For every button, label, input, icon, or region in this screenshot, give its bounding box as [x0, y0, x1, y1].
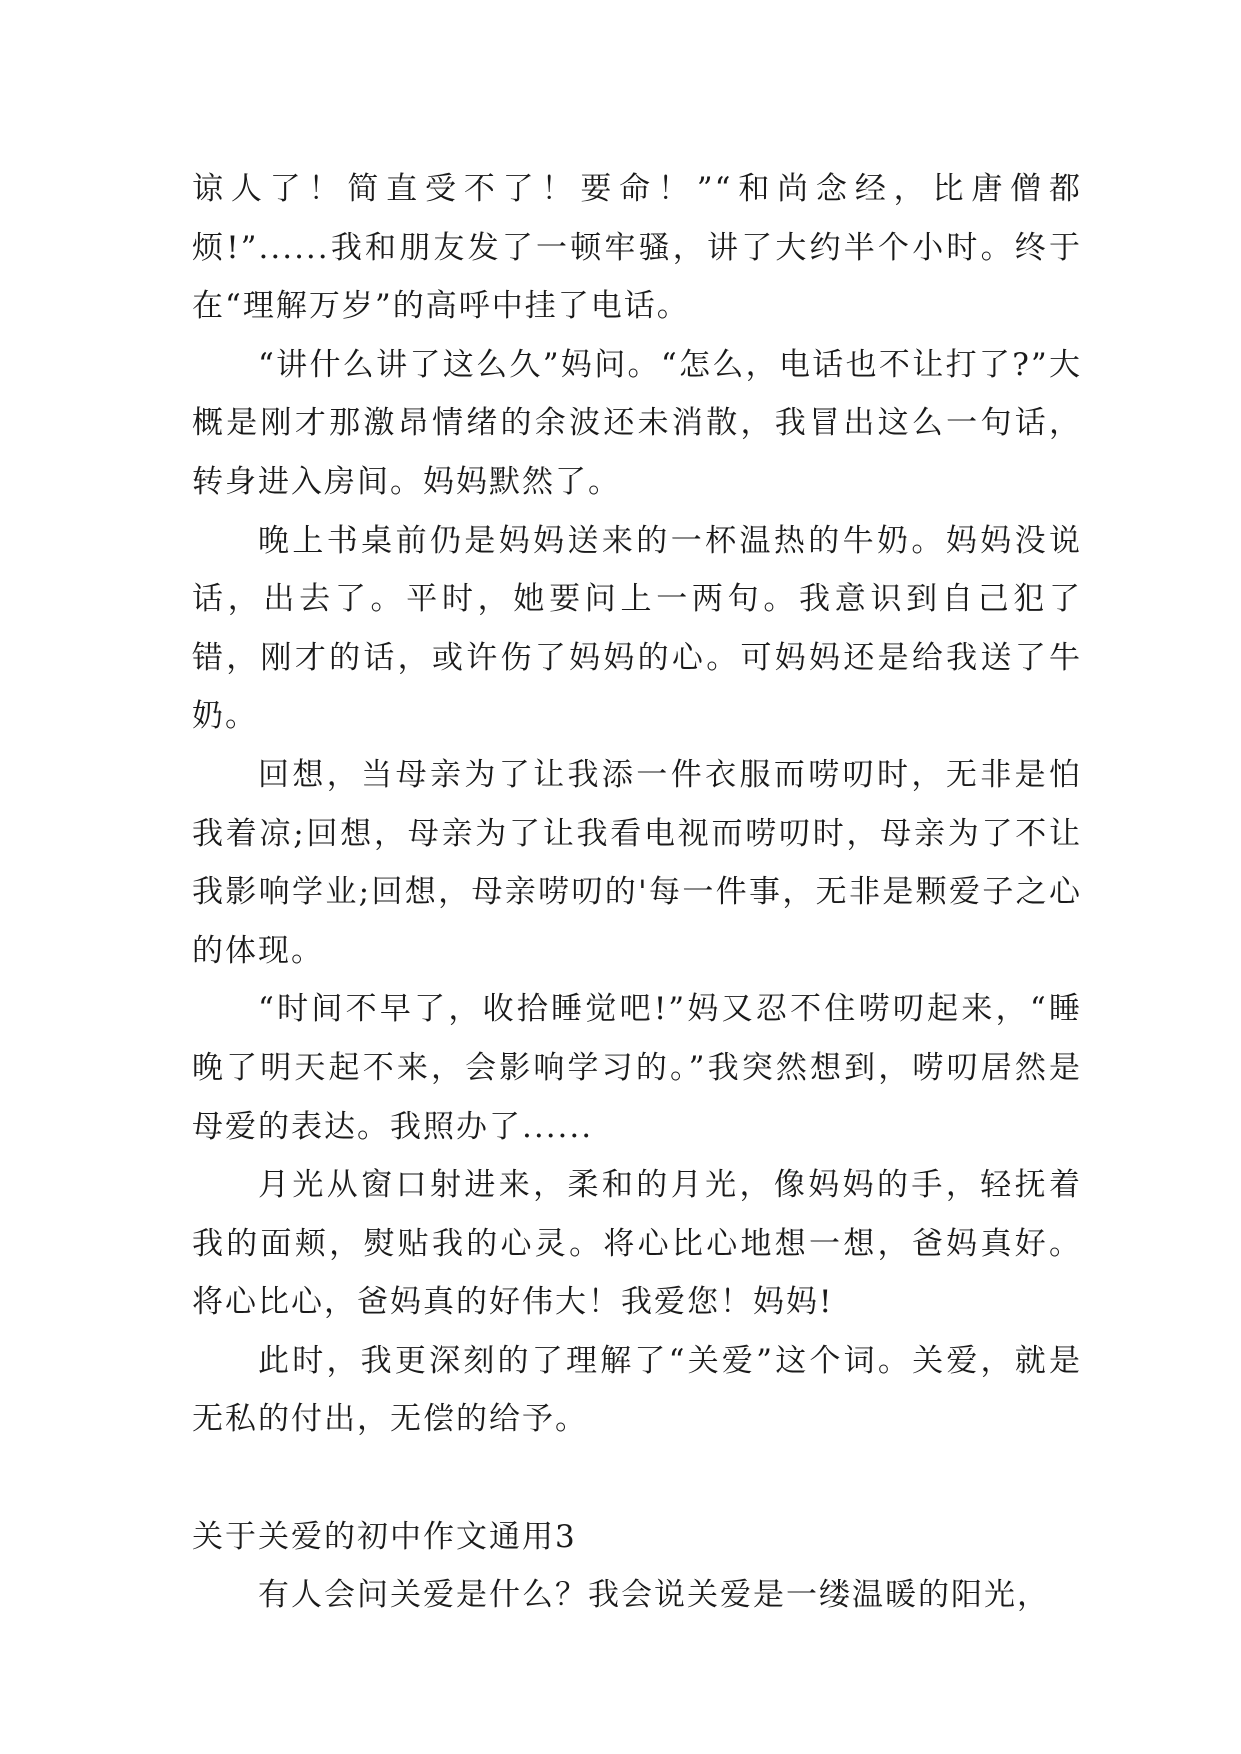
paragraph-5: “时间不早了，收拾睡觉吧!”妈又忍不住唠叨起来，“睡晚了明天起不来，会影响学习的。”我突然想到，唠叨居然是母爱的表达。我照办了...... [192, 991, 1082, 1145]
paragraph-2: “讲什么讲了这么久”妈问。“怎么，电话也不让打了?”大概是刚才那激昂情绪的余波还未消散，我冒出这么一句话，转身进入房间。妈妈默然了。 [192, 346, 1082, 500]
document-body [192, 160, 1082, 1625]
paragraph-6: 月光从窗口射进来，柔和的月光，像妈妈的手，轻抚着我的面颊，熨贴我的心灵。将心比心地想一想，爸妈真好。将心比心，爸妈真的好伟大！我爱您！妈妈! [192, 1167, 1082, 1321]
paragraph-8: 有人会问关爱是什么？我会说关爱是一缕温暖的阳光， [258, 1577, 1050, 1614]
paragraph-4: 回想，当母亲为了让我添一件衣服而唠叨时，无非是怕我着凉;回想，母亲为了让我看电视而唠叨时，母亲为了不让我影响学业;回想，母亲唠叨的'每一件事，无非是颗爱子之心的体现。 [192, 756, 1082, 969]
paragraph-7: 此时，我更深刻的了理解了“关爱”这个词。关爱，就是无私的付出，无偿的给予。 [192, 1342, 1082, 1438]
paragraph-3: 晚上书桌前仍是妈妈送来的一杯温热的牛奶。妈妈没说话，出去了。平时，她要问上一两句。我意识到自己犯了错，刚才的话，或许伤了妈妈的心。可妈妈还是给我送了牛奶。 [192, 522, 1082, 735]
paragraph-1: 谅人了！简直受不了！要命！”“和尚念经，比唐僧都烦!”......我和朋友发了一顿牢骚，讲了大约半个小时。终于在“理解万岁”的高呼中挂了电话。 [192, 171, 1082, 325]
section-heading: 关于关爱的初中作文通用3 [192, 1518, 577, 1555]
